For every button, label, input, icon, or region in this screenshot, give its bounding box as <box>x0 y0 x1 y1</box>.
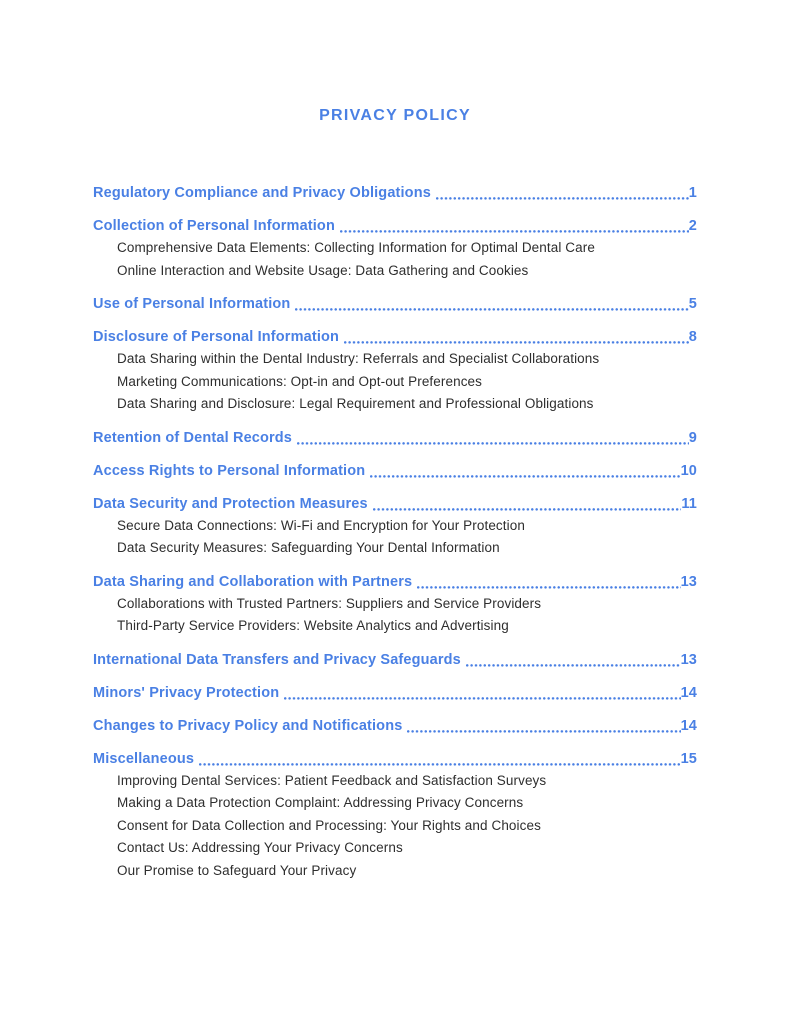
toc-page-number[interactable]: 13 <box>680 573 697 590</box>
toc-entry <box>93 748 697 883</box>
toc-entry-label[interactable]: Disclosure of Personal Information <box>93 329 340 345</box>
dotted-leader <box>344 341 689 344</box>
page-title: PRIVACY POLICY <box>319 107 471 124</box>
toc-entry-row[interactable] <box>93 215 697 237</box>
toc-entry-label[interactable]: Minors' Privacy Protection <box>93 684 280 701</box>
toc-entry-label[interactable]: International Data Transfers and Privacy Safeguards <box>93 651 461 668</box>
toc-entry-label[interactable]: Access Rights to Personal Information <box>93 462 366 479</box>
toc-subitem[interactable]: Third-Party Service Providers: Website Analytics and Advertising <box>117 618 509 633</box>
toc-entry <box>93 293 697 315</box>
dotted-leader <box>370 475 680 478</box>
toc-subitem[interactable]: Comprehensive Data Elements: Collecting Information for Optimal Dental Care <box>117 240 595 255</box>
toc-entry-label[interactable]: Collection of Personal Information <box>93 218 335 234</box>
toc-entry-row[interactable] <box>93 682 697 704</box>
toc-entry-label[interactable]: Miscellaneous <box>93 750 195 767</box>
toc-page-number[interactable]: 10 <box>680 462 697 479</box>
toc-entry-label[interactable]: Use of Personal Information <box>93 296 291 312</box>
toc-subitem[interactable]: Contact Us: Addressing Your Privacy Concerns <box>117 840 403 855</box>
toc-entry <box>93 649 697 671</box>
toc-subitem[interactable]: Data Sharing within the Dental Industry: Referrals and Specialist Collaborations <box>117 351 600 366</box>
toc-subitem[interactable]: Our Promise to Safeguard Your Privacy <box>117 862 357 878</box>
toc-entry-row[interactable] <box>93 293 697 315</box>
toc-entry <box>93 715 697 737</box>
toc-subitem[interactable]: Improving Dental Services: Patient Feedback and Satisfaction Surveys <box>117 772 547 788</box>
dotted-leader <box>340 230 689 233</box>
dotted-leader <box>199 763 680 766</box>
toc-page-number[interactable]: 8 <box>688 329 697 345</box>
toc-subitem[interactable]: Data Sharing and Disclosure: Legal Requirement and Professional Obligations <box>117 396 594 411</box>
dotted-leader <box>373 508 682 511</box>
toc-entry <box>93 427 697 449</box>
toc-entry <box>93 682 697 704</box>
toc-subitem[interactable]: Data Security Measures: Safeguarding Your Dental Information <box>117 540 500 555</box>
toc-entry-row[interactable] <box>93 649 697 671</box>
toc-entry-label[interactable]: Regulatory Compliance and Privacy Obligations <box>93 185 431 201</box>
toc-entry-row[interactable] <box>93 182 697 204</box>
toc-entry-row[interactable] <box>93 427 697 449</box>
toc-page-number[interactable]: 5 <box>688 296 697 312</box>
toc-entry-row[interactable] <box>93 748 697 770</box>
toc-entry <box>93 460 697 482</box>
toc-entry <box>93 182 697 204</box>
dotted-leader <box>407 730 680 733</box>
toc-entry-row[interactable] <box>93 326 697 348</box>
toc-entry-row[interactable] <box>93 460 697 482</box>
toc-entry <box>93 326 697 416</box>
toc-page-number[interactable]: 15 <box>680 750 697 767</box>
toc-page-number[interactable]: 11 <box>681 495 697 512</box>
dotted-leader <box>297 442 689 445</box>
toc-entry-row[interactable] <box>93 571 697 593</box>
toc-subitem[interactable]: Marketing Communications: Opt-in and Opt-out Preferences <box>117 373 483 389</box>
toc-entry <box>93 493 697 560</box>
toc-subitem[interactable]: Secure Data Connections: Wi-Fi and Encryption for Your Protection <box>117 517 525 533</box>
toc-entry-label[interactable]: Data Sharing and Collaboration with Partners <box>93 573 413 590</box>
toc-subitem[interactable]: Collaborations with Trusted Partners: Suppliers and Service Providers <box>117 595 542 611</box>
toc-entry-row[interactable] <box>93 493 697 515</box>
toc-entry-label[interactable]: Retention of Dental Records <box>93 429 293 446</box>
toc-page-number[interactable]: 1 <box>688 185 697 201</box>
toc-entry-label[interactable]: Data Security and Protection Measures <box>93 495 368 512</box>
toc-page-number[interactable]: 14 <box>680 717 697 734</box>
dotted-leader <box>417 586 680 589</box>
toc-entry-label[interactable]: Changes to Privacy Policy and Notifications <box>93 717 403 734</box>
toc-page-number[interactable]: 2 <box>688 218 697 234</box>
toc-subitem[interactable]: Making a Data Protection Complaint: Addressing Privacy Concerns <box>117 795 524 810</box>
toc-entry <box>93 571 697 638</box>
toc-page-number[interactable]: 9 <box>688 429 697 446</box>
toc-page-number[interactable]: 14 <box>680 684 697 701</box>
toc-subitem[interactable]: Online Interaction and Website Usage: Data Gathering and Cookies <box>117 262 529 278</box>
dotted-leader <box>436 197 689 200</box>
dotted-leader <box>284 697 680 700</box>
toc-entry <box>93 215 697 282</box>
dotted-leader <box>466 664 681 667</box>
toc-entry-row[interactable] <box>93 715 697 737</box>
toc-subitem[interactable]: Consent for Data Collection and Processing: Your Rights and Choices <box>117 817 541 833</box>
dotted-leader <box>295 308 688 311</box>
table-of-contents <box>93 182 697 882</box>
toc-page-number[interactable]: 13 <box>680 651 697 668</box>
